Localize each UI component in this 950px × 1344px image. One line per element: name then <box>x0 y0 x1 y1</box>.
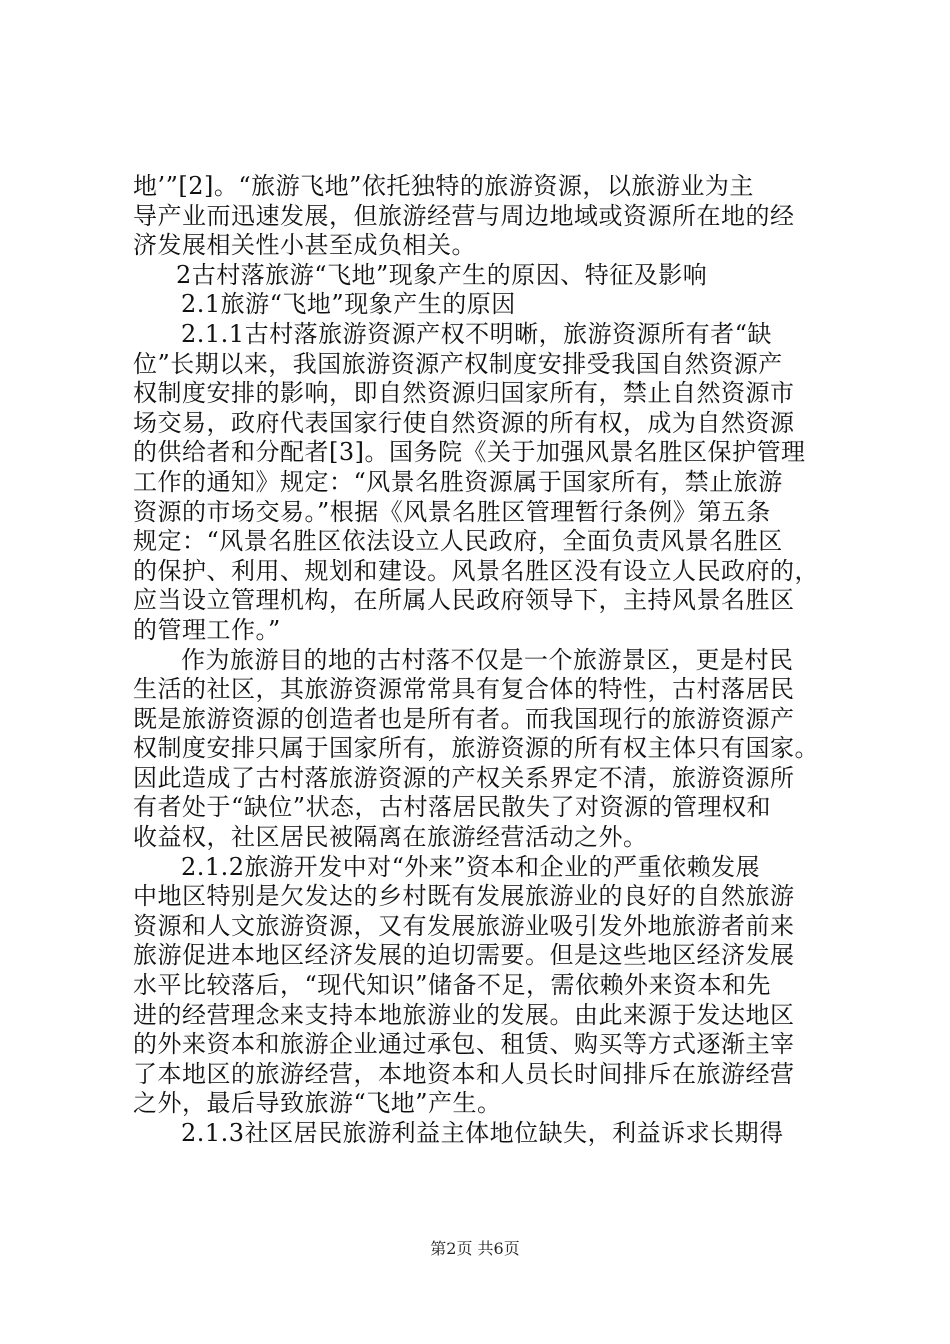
text-line: 中地区特别是欠发达的乡村既有发展旅游业的良好的自然旅游 <box>133 882 795 911</box>
text-line: 工作的通知》规定：“风景名胜资源属于国家所有，禁止旅游 <box>133 467 783 496</box>
text-line: 生活的社区，其旅游资源常常具有复合体的特性，古村落居民 <box>133 675 795 704</box>
text-line: 导产业而迅速发展，但旅游经营与周边地域或资源所在地的经 <box>133 201 795 230</box>
text-line: 2.1.3社区居民旅游利益主体地位缺失，利益诉求长期得 <box>181 1119 784 1147</box>
text-line: 资源和人文旅游资源，又有发展旅游业吸引发外地旅游者前来 <box>133 911 795 940</box>
text-line: 有者处于“缺位”状态，古村落居民散失了对资源的管理权和 <box>133 793 772 822</box>
text-line: 旅游促进本地区经济发展的迫切需要。但是这些地区经济发展 <box>133 941 795 970</box>
text-line: 了本地区的旅游经营，本地资本和人员长时间排斥在旅游经营 <box>133 1059 795 1088</box>
text-line: 水平比较落后，“现代知识”储备不足，需依赖外来资本和先 <box>133 971 772 1000</box>
section-heading: 2古村落旅游“飞地”现象产生的原因、特征及影响 <box>176 260 708 289</box>
text-line: 收益权，社区居民被隔离在旅游经营活动之外。 <box>133 823 648 852</box>
text-line: 应当设立管理机构，在所属人民政府领导下，主持风景名胜区 <box>133 586 795 615</box>
text-line: 作为旅游目的地的古村落不仅是一个旅游景区，更是村民 <box>181 645 794 674</box>
text-line: 既是旅游资源的创造者也是所有者。而我国现行的旅游资源产 <box>133 704 795 733</box>
text-line: 进的经营理念来支持本地旅游业的发展。由此来源于发达地区 <box>133 1000 795 1029</box>
text-line: 权制度安排只属于国家所有，旅游资源的所有权主体只有国家。 <box>133 734 819 763</box>
text-line: 的供给者和分配者[3]。国务院《关于加强风景名胜区保护管理 <box>133 438 806 467</box>
text-line: 资源的市场交易。”根据《风景名胜区管理暂行条例》第五条 <box>133 497 771 526</box>
text-line: 场交易，政府代表国家行使自然资源的所有权，成为自然资源 <box>133 408 795 437</box>
text-line: 2.1.2旅游开发中对“外来”资本和企业的严重依赖发展 <box>181 852 761 881</box>
document-body <box>133 172 833 1149</box>
text-line: 的保护、利用、规划和建设。风景名胜区没有设立人民政府的， <box>133 556 819 585</box>
text-line: 之外，最后导致旅游“飞地”产生。 <box>133 1089 502 1118</box>
text-line: 权制度安排的影响，即自然资源归国家所有，禁止自然资源市 <box>133 379 795 408</box>
text-line: 2.1.1古村落旅游资源产权不明晰，旅游资源所有者“缺 <box>181 319 772 348</box>
text-line: 位”长期以来，我国旅游资源产权制度安排受我国自然资源产 <box>133 349 783 378</box>
page-number-footer: 第2页 共6页 <box>430 1239 520 1258</box>
subsection-heading: 2.1旅游“飞地”现象产生的原因 <box>181 290 516 319</box>
text-line: 的管理工作。” <box>133 615 281 644</box>
text-line: 规定：“风景名胜区依法设立人民政府，全面负责风景名胜区 <box>133 527 783 556</box>
text-line: 地’”[2]。“旅游飞地”依托独特的旅游资源，以旅游业为主 <box>133 172 754 200</box>
text-line: 的外来资本和旅游企业通过承包、租赁、购买等方式逐渐主宰 <box>133 1030 795 1059</box>
text-line: 济发展相关性小甚至成负相关。 <box>133 231 476 260</box>
text-line: 因此造成了古村落旅游资源的产权关系界定不清，旅游资源所 <box>133 763 795 792</box>
